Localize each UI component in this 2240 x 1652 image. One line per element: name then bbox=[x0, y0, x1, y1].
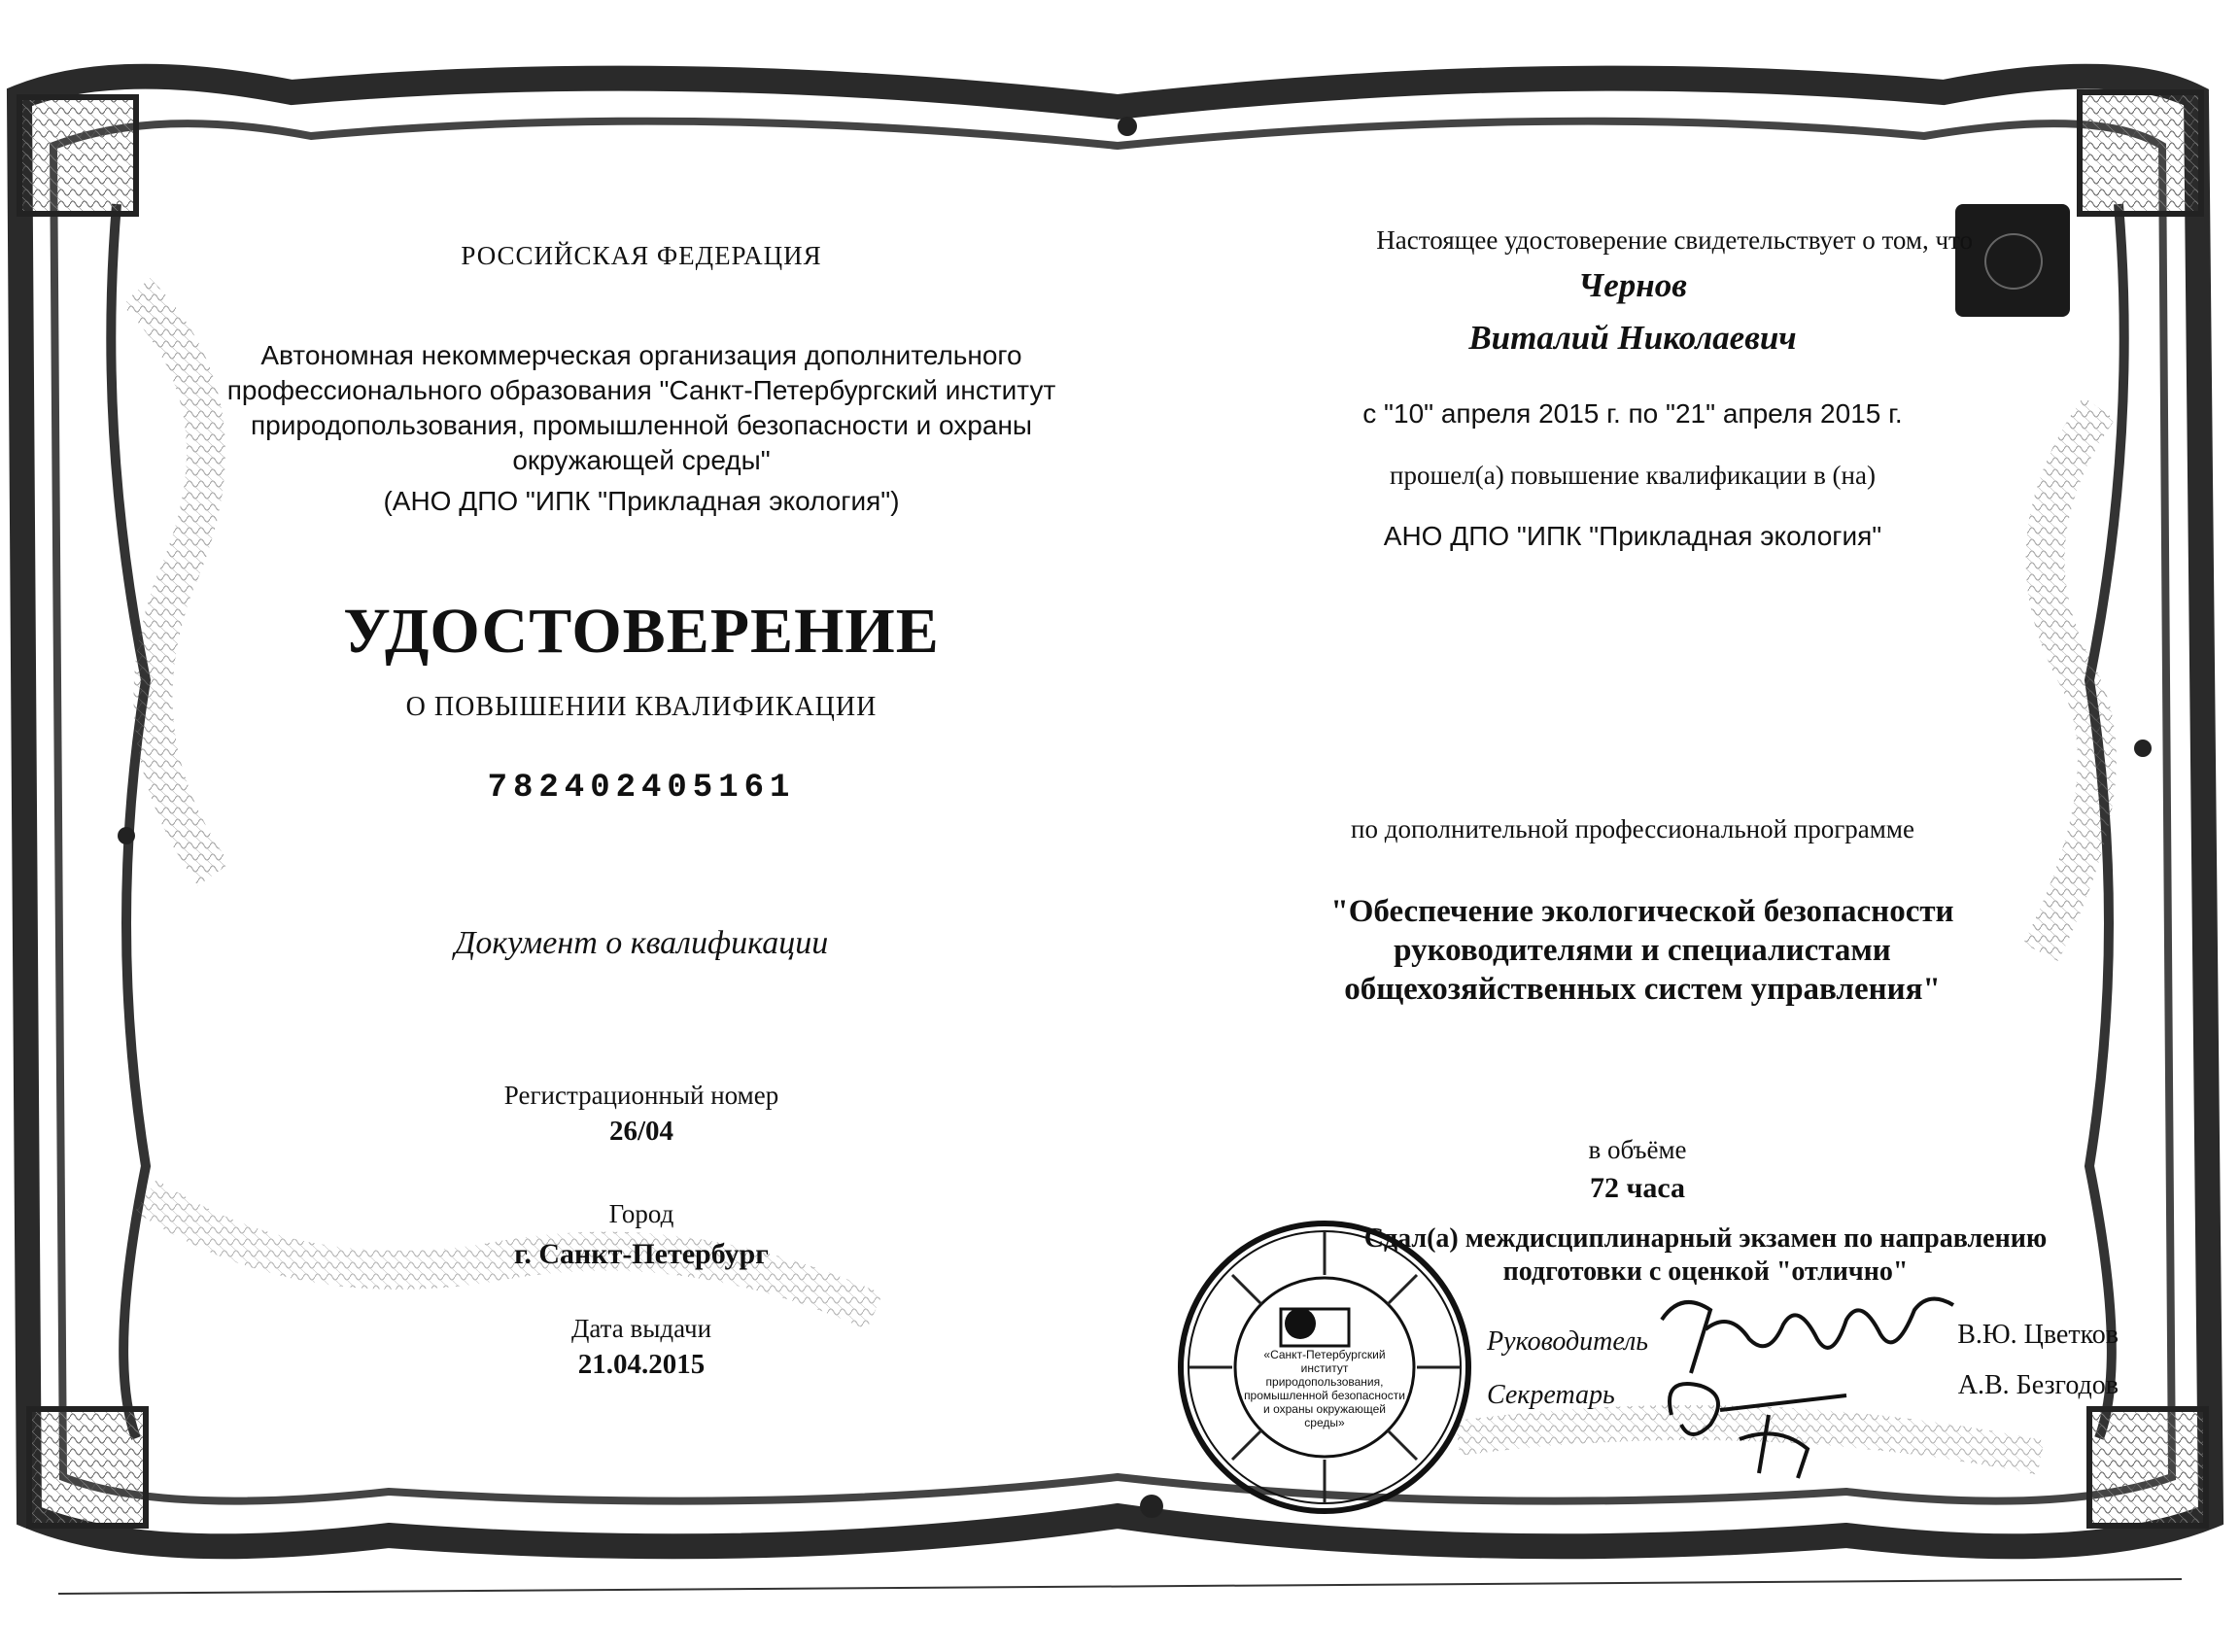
registration-number-value: 26/04 bbox=[608, 1116, 674, 1147]
document-title: УДОСТОВЕРЕНИЕ bbox=[343, 596, 940, 667]
exam-result: Сдал(а) междисциплинарный экзамен по направлению подготовки с оценкой "отлично" bbox=[1363, 1223, 2048, 1287]
qr-code-emblem-icon bbox=[1984, 233, 2043, 290]
document-number: 782402405161 bbox=[487, 770, 796, 807]
seal-text: «Санкт-Петербургский институт природопользования, промышленной безопасности и охраны окружающей среды» bbox=[1244, 1348, 1405, 1429]
training-period: с "10" апреля 2015 г. по "21" апреля 2015 г. bbox=[1362, 398, 1903, 429]
organization-full-name: Автономная некоммерческая организация дополнительного профессионального образования "Санкт-Петербургский институт природопользования, промышленной безопасности и охраны окружающей среды" bbox=[226, 340, 1056, 475]
city-label: Город bbox=[608, 1199, 674, 1228]
volume-value: 72 часа bbox=[1589, 1172, 1686, 1204]
head-name: В.Ю. Цветков bbox=[1957, 1320, 2119, 1350]
issue-date-label: Дата выдачи bbox=[570, 1314, 712, 1343]
volume-label: в объёме bbox=[1588, 1135, 1687, 1164]
qualification-statement: прошел(а) повышение квалификации в (на) bbox=[1390, 461, 1876, 490]
city-value: г. Санкт-Петербург bbox=[514, 1238, 769, 1270]
issue-date-value: 21.04.2015 bbox=[577, 1349, 706, 1380]
registration-number-label: Регистрационный номер bbox=[503, 1081, 779, 1110]
holder-surname: Чернов bbox=[1578, 266, 1687, 304]
head-role-label: Руководитель bbox=[1487, 1326, 1649, 1357]
training-organization: АНО ДПО "ИПК "Прикладная экология" bbox=[1383, 521, 1882, 551]
certificate-intro: Настоящее удостоверение свидетельствует о том, что bbox=[1376, 225, 1973, 255]
secretary-role-label: Секретарь bbox=[1487, 1380, 1615, 1410]
secretary-name: А.В. Безгодов bbox=[1957, 1370, 2119, 1400]
secretary-signature bbox=[1652, 1357, 1866, 1483]
country-label: РОССИЙСКАЯ ФЕДЕРАЦИЯ bbox=[461, 241, 822, 270]
program-label: по дополнительной профессиональной программе bbox=[1351, 814, 1914, 843]
document-kind: Документ о квалификации bbox=[454, 925, 829, 961]
organization-short-name: (АНО ДПО "ИПК "Прикладная экология") bbox=[383, 486, 900, 516]
qr-code-mark bbox=[1955, 204, 2070, 317]
program-name: "Обеспечение экологической безопасности руководителями и специалистами общехозяйственных систем управления" bbox=[1330, 894, 1954, 1007]
document-subtitle: О ПОВЫШЕНИИ КВАЛИФИКАЦИИ bbox=[405, 692, 878, 722]
organization-seal bbox=[1174, 1217, 1475, 1518]
holder-name: Виталий Николаевич bbox=[1468, 319, 1797, 357]
